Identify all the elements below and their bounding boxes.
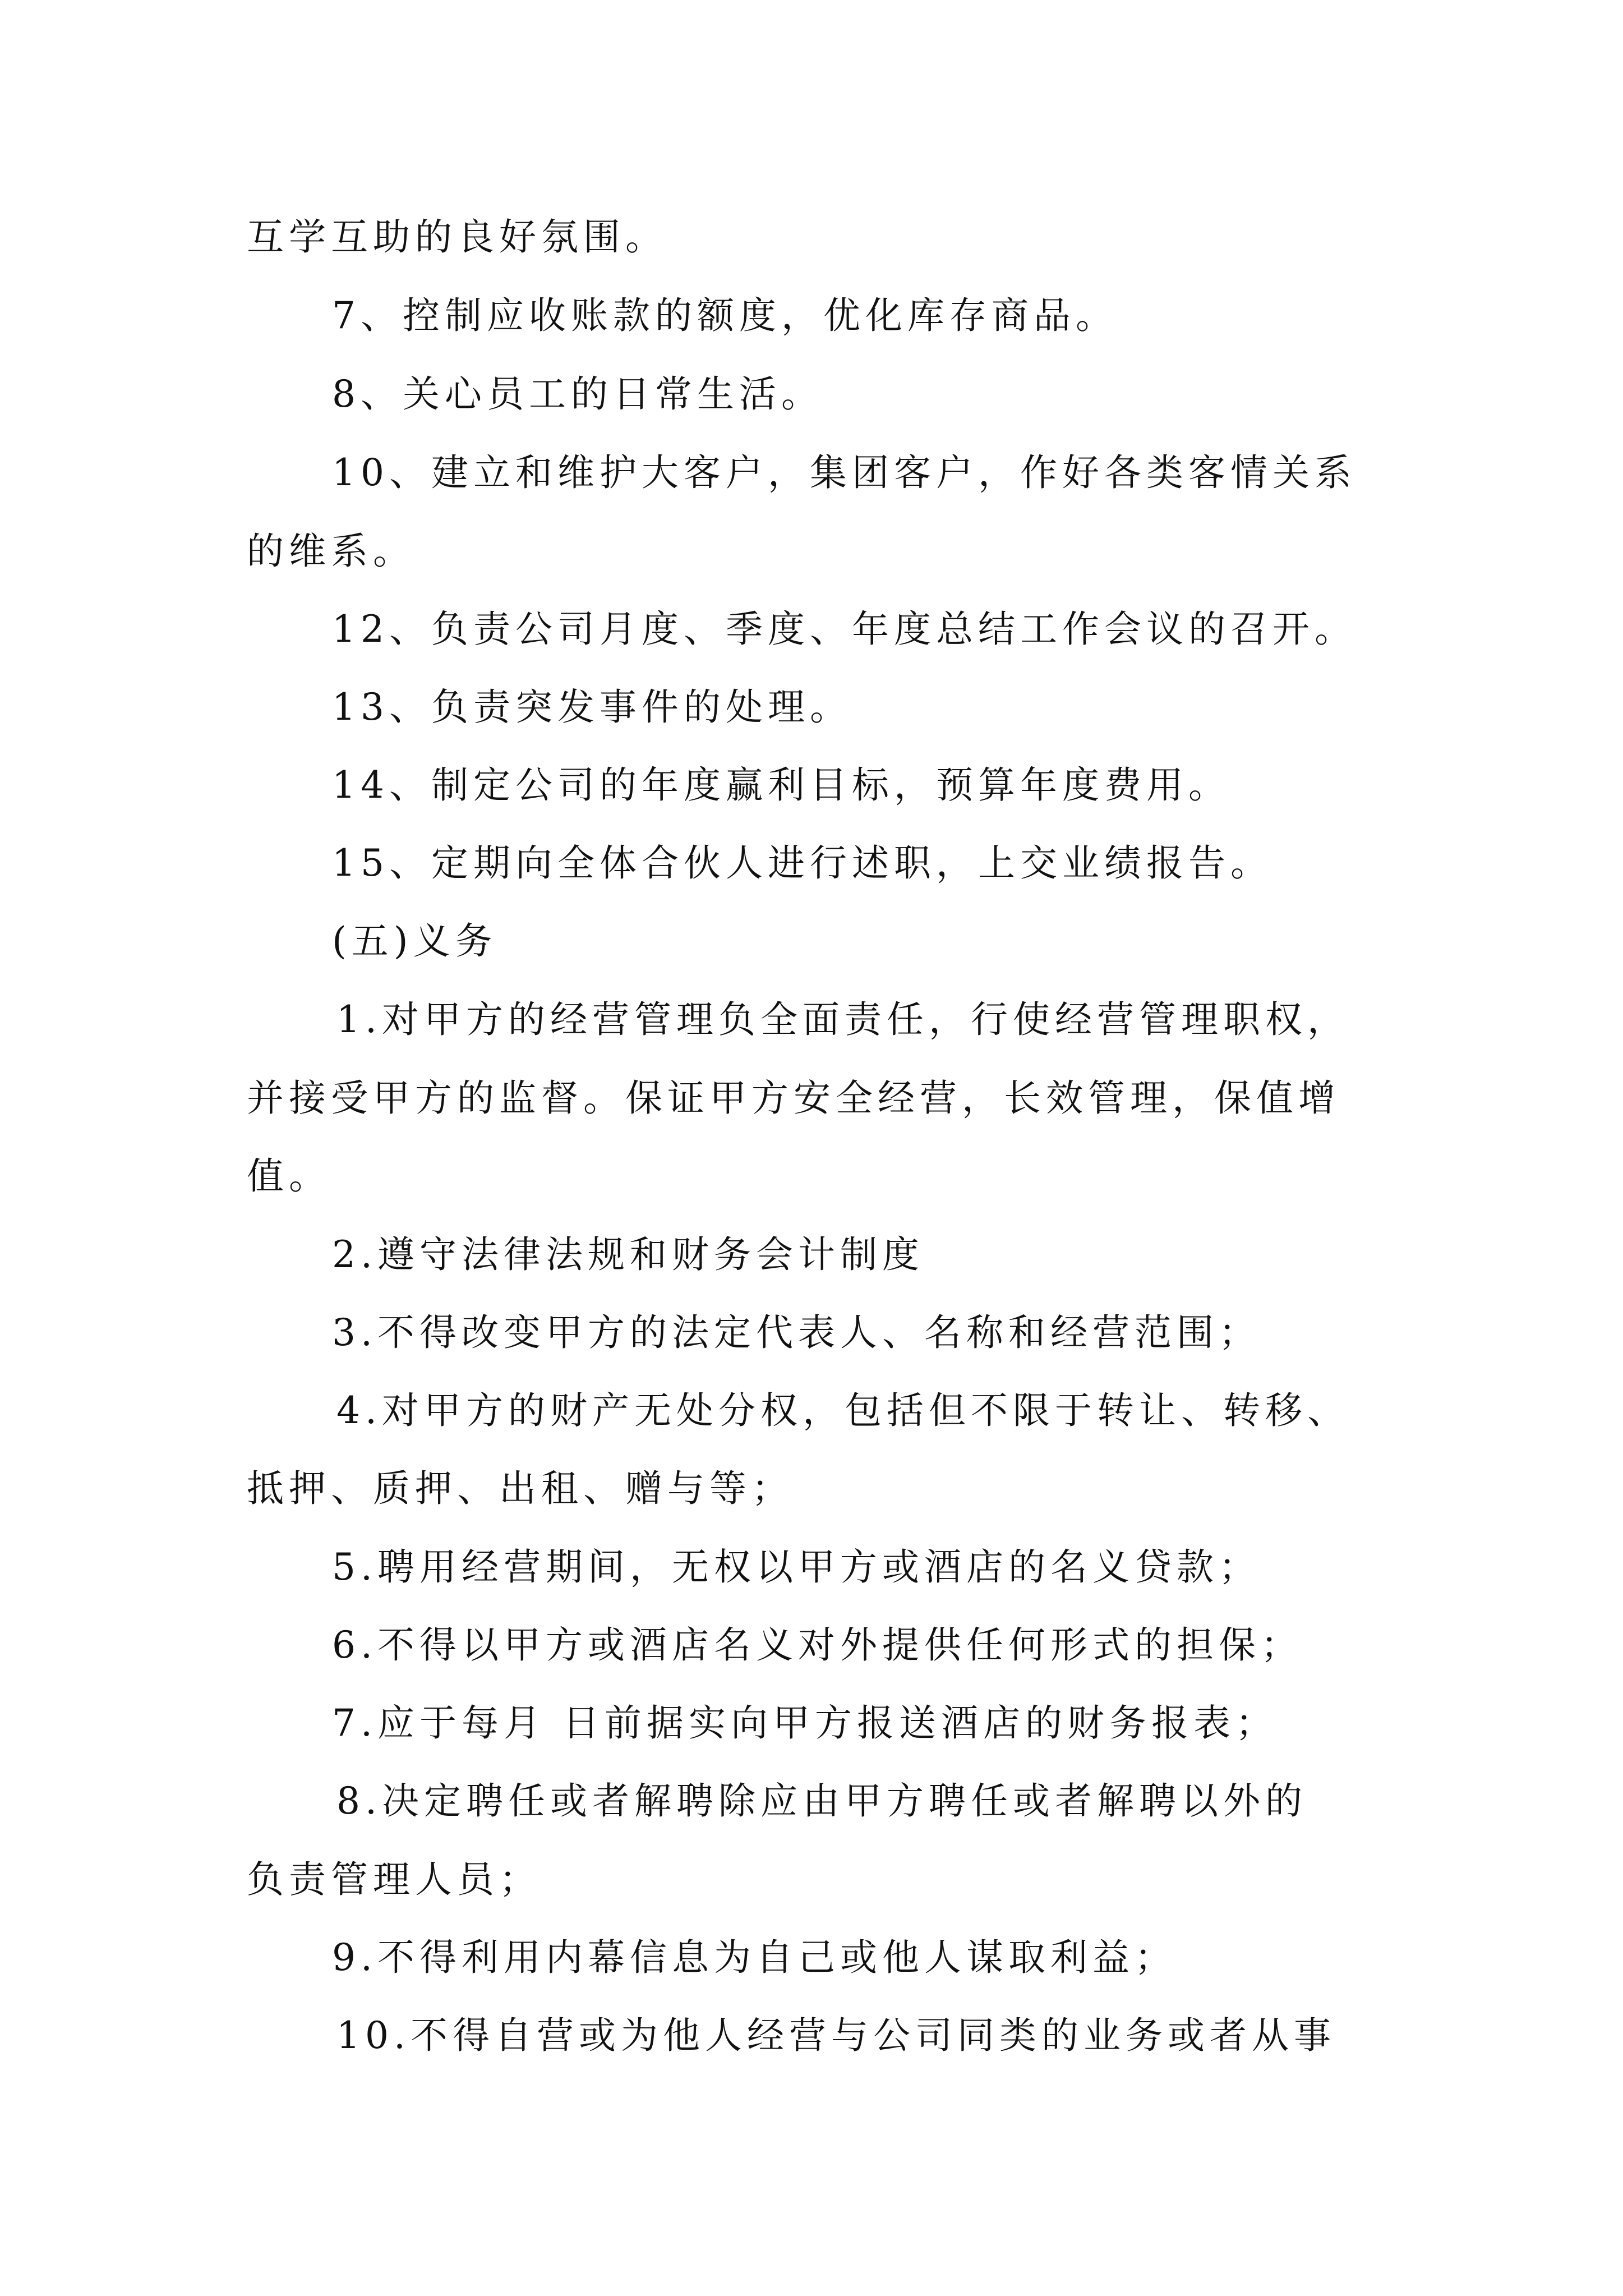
text-line-20: 7.应于每月 日前据实向甲方报送酒店的财务报表； bbox=[332, 1701, 1278, 1745]
text-line-17: 抵押、质押、出租、赠与等； bbox=[247, 1467, 794, 1510]
text-line-22: 负责管理人员； bbox=[247, 1858, 541, 1901]
section-heading: (五)义务 bbox=[332, 919, 497, 963]
text-line-2: 7、控制应收账款的额度，优化库存商品。 bbox=[332, 294, 1118, 337]
text-line-1: 互学互助的良好氛围。 bbox=[247, 215, 667, 259]
text-line-16: 4.对甲方的财产无处分权，包括但不限于转让、转移、 bbox=[336, 1389, 1349, 1432]
text-line-18: 5.聘用经营期间，无权以甲方或酒店的名义贷款； bbox=[332, 1545, 1261, 1589]
text-line-23: 9.不得利用内幕信息为自己或他人谋取利益； bbox=[332, 1936, 1177, 1979]
text-line-14: 2.遵守法律法规和财务会计制度 bbox=[332, 1233, 924, 1276]
text-line-3: 8、关心员工的日常生活。 bbox=[332, 372, 823, 416]
text-line-9: 15、定期向全体合伙人进行述职，上交业绩报告。 bbox=[332, 841, 1272, 885]
text-line-4: 10、建立和维护大客户，集团客户，作好各类客情关系 bbox=[332, 451, 1357, 494]
text-line-15: 3.不得改变甲方的法定代表人、名称和经营范围； bbox=[332, 1311, 1261, 1354]
text-line-8: 14、制定公司的年度赢利目标，预算年度费用。 bbox=[332, 763, 1230, 807]
text-line-12: 并接受甲方的监督。保证甲方安全经营，长效管理，保值增 bbox=[247, 1076, 1340, 1120]
text-line-21: 8.决定聘任或者解聘除应由甲方聘任或者解聘以外的 bbox=[336, 1779, 1307, 1823]
text-line-5: 的维系。 bbox=[247, 530, 415, 573]
text-line-7: 13、负责突发事件的处理。 bbox=[332, 685, 852, 729]
text-line-11: 1.对甲方的经营管理负全面责任，行使经营管理职权， bbox=[336, 998, 1349, 1041]
text-line-24: 10.不得自营或为他人经营与公司同类的业务或者从事 bbox=[336, 2014, 1336, 2057]
text-line-6: 12、负责公司月度、季度、年度总结工作会议的召开。 bbox=[332, 608, 1357, 651]
text-line-19: 6.不得以甲方或酒店名义对外提供任何形式的担保； bbox=[332, 1623, 1303, 1667]
text-line-13: 值。 bbox=[247, 1154, 331, 1198]
